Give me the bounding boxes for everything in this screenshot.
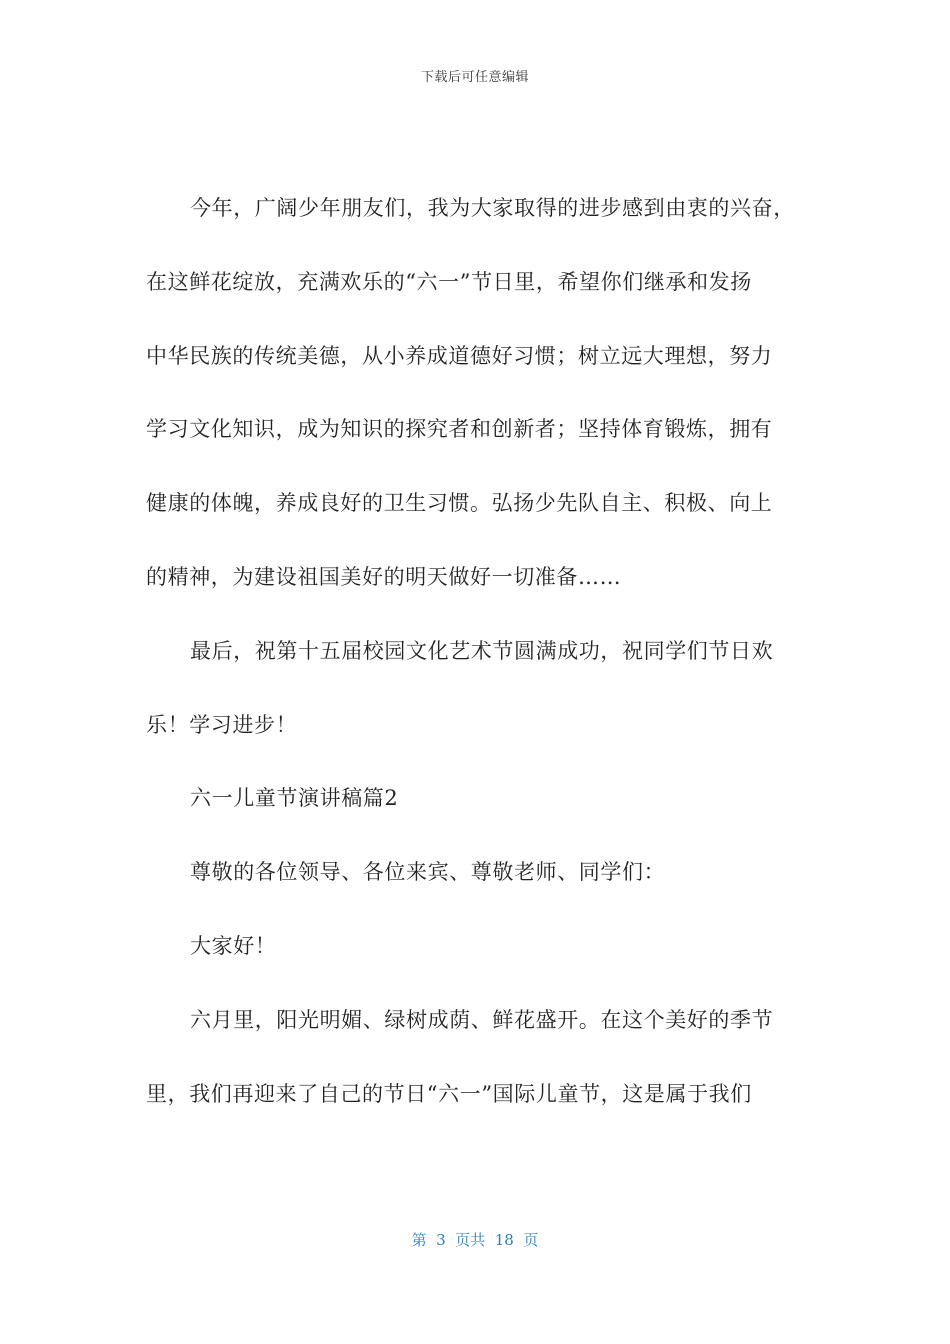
paragraph-line: 今年，广阔少年朋友们，我为大家取得的进步感到由衷的兴奋， (190, 196, 795, 220)
paragraph-line: 在这鲜花绽放，充满欢乐的“六一”节日里，希望你们继承和发扬 (146, 269, 752, 294)
paragraph-line: 最后，祝第十五届校园文化艺术节圆满成功，祝同学们节日欢 (190, 638, 774, 663)
paragraph-line: 中华民族的传统美德，从小养成道德好习惯；树立远大理想，努力 (146, 343, 773, 368)
paragraph-line: 学习文化知识，成为知识的探究者和创新者；坚持体育锻炼，拥有 (146, 417, 773, 442)
page-header: 下载后可任意编辑 (420, 70, 529, 85)
paragraph-line: 乐！学习进步！ (146, 712, 298, 737)
section-heading: 六一儿童节演讲稿篇2 (190, 786, 399, 811)
document-body (146, 172, 810, 1131)
paragraph-line: 六月里，阳光明媚、绿树成荫、鲜花盛开。在这个美好的季节 (190, 1007, 774, 1032)
salutation-line: 尊敬的各位领导、各位来宾、尊敬老师、同学们： (190, 860, 666, 885)
page-number-footer: 第 3 页共 18 页 (411, 1231, 539, 1249)
paragraph-line: 里，我们再迎来了自己的节日“六一”国际儿童节，这是属于我们 (146, 1081, 752, 1106)
paragraph-line: 健康的体魄，养成良好的卫生习惯。弘扬少先队自主、积极、向上 (146, 491, 773, 516)
greeting-line: 大家好！ (190, 933, 277, 958)
paragraph-line: 的精神，为建设祖国美好的明天做好一切准备…… (146, 564, 622, 589)
